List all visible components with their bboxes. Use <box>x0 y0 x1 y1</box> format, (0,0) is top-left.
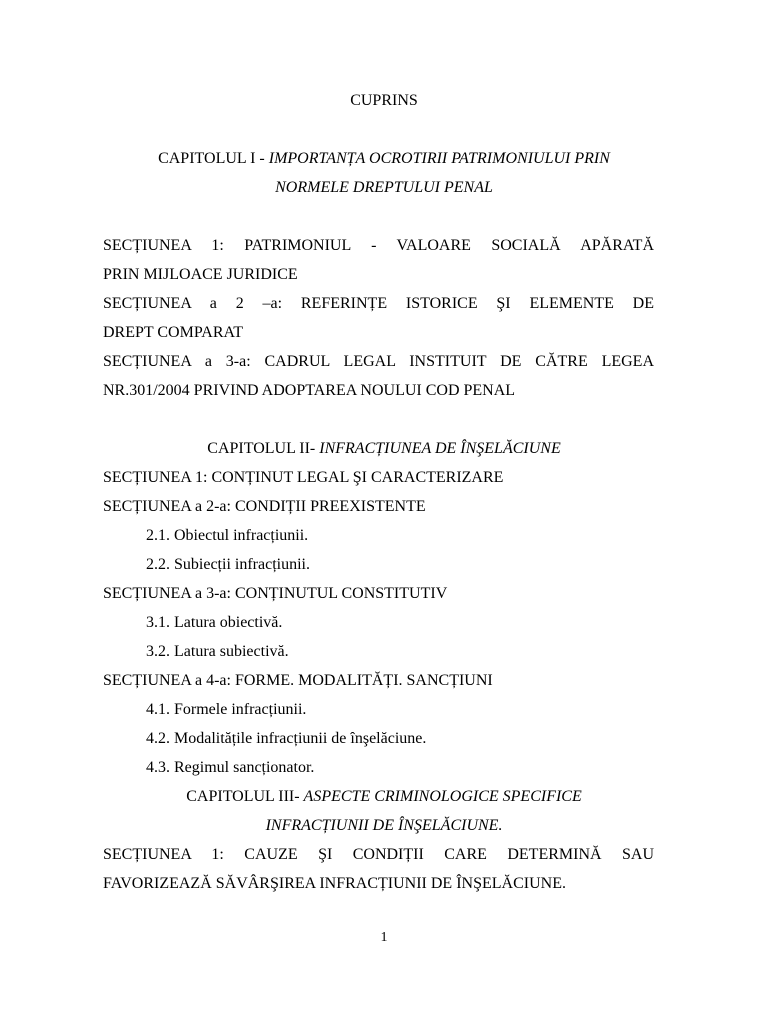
chapter-3-title-line1: ASPECTE CRIMINOLOGICE SPECIFICE <box>303 788 582 805</box>
chapter-1-section-3-line1: SECȚIUNEA a 3-a: CADRUL LEGAL INSTITUIT DE CĂTRE LEGEA <box>103 353 654 370</box>
toc-title: CUPRINS <box>350 92 418 109</box>
chapter-1-section-2-line1: SECȚIUNEA a 2 –a: REFERINȚE ISTORICE ŞI ELEMENTE DE <box>103 295 654 312</box>
chapter-1-section-1-line2: PRIN MIJLOACE JURIDICE <box>103 266 298 283</box>
chapter-2-item-3-2: 3.2. Latura subiectivă. <box>146 643 289 660</box>
chapter-2-title: INFRACȚIUNEA DE ÎNŞELĂCIUNE <box>319 440 561 457</box>
chapter-3-label: CAPITOLUL III- <box>186 788 304 805</box>
chapter-3-heading <box>0 787 768 807</box>
chapter-1-heading <box>0 149 768 169</box>
chapter-2-heading <box>0 439 768 459</box>
chapter-3-section-1-line2: FAVORIZEAZĂ SĂVÂRŞIREA INFRACȚIUNII DE ÎNŞELĂCIUNE. <box>103 875 566 892</box>
chapter-3-title-line2: INFRACȚIUNII DE ÎNŞELĂCIUNE. <box>265 817 503 834</box>
chapter-2-item-4-3: 4.3. Regimul sancționator. <box>146 759 315 776</box>
chapter-2-section-1: SECȚIUNEA 1: CONȚINUT LEGAL ŞI CARACTERIZARE <box>103 469 504 486</box>
chapter-2-section-4: SECȚIUNEA a 4-a: FORME. MODALITĂȚI. SANCȚIUNI <box>103 672 493 689</box>
chapter-2-section-2: SECȚIUNEA a 2-a: CONDIȚII PREEXISTENTE <box>103 498 426 515</box>
chapter-3-section-1-line1: SECȚIUNEA 1: CAUZE ŞI CONDIȚII CARE DETERMINĂ SAU <box>103 846 654 863</box>
chapter-1-title-line2: NORMELE DREPTULUI PENAL <box>275 179 493 196</box>
chapter-2-item-3-1: 3.1. Latura obiectivă. <box>146 614 283 631</box>
chapter-1-section-3-line2: NR.301/2004 PRIVIND ADOPTAREA NOULUI COD PENAL <box>103 382 516 399</box>
chapter-1-section-1-line1: SECȚIUNEA 1: PATRIMONIUL - VALOARE SOCIALĂ APĂRATĂ <box>103 237 654 254</box>
chapter-2-item-4-2: 4.2. Modalitățile infracțiunii de înşelăciune. <box>146 730 427 747</box>
chapter-2-label: CAPITOLUL II- <box>207 440 320 457</box>
page-number: 1 <box>380 930 388 945</box>
chapter-1-section-2-line2: DREPT COMPARAT <box>103 324 244 341</box>
chapter-2-item-2-2: 2.2. Subiecții infracțiunii. <box>146 556 310 573</box>
chapter-1-title-line1: IMPORTANȚA OCROTIRII PATRIMONIULUI PRIN <box>268 150 610 167</box>
chapter-2-item-2-1: 2.1. Obiectul infracțiunii. <box>146 527 309 544</box>
chapter-2-section-3: SECȚIUNEA a 3-a: CONȚINUTUL CONSTITUTIV <box>103 585 448 602</box>
chapter-1-label: CAPITOLUL I - <box>158 150 269 167</box>
chapter-2-item-4-1: 4.1. Formele infracțiunii. <box>146 701 307 718</box>
